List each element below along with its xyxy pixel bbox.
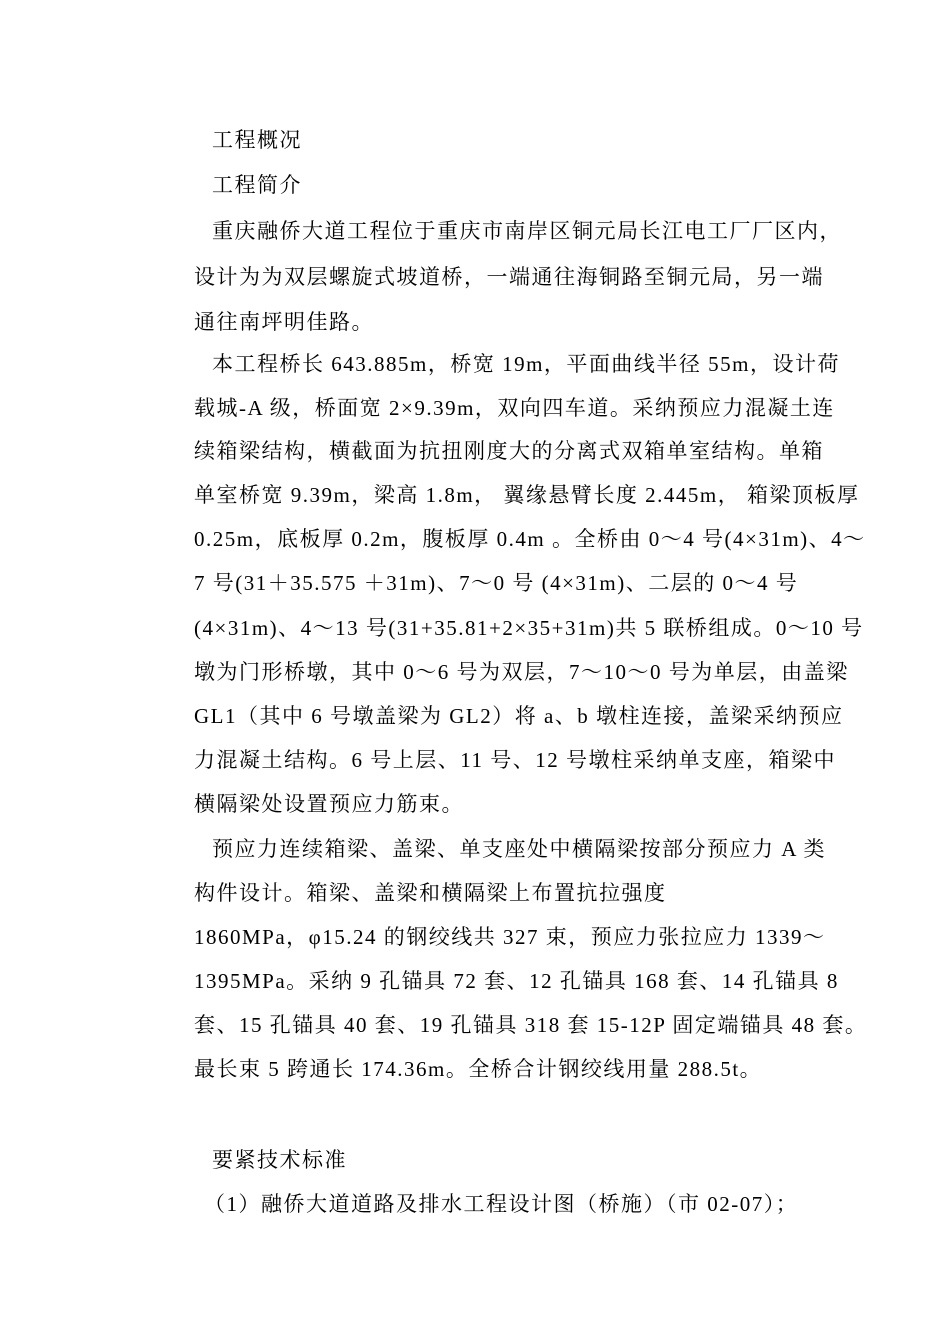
paragraph-line: 续箱梁结构，横截面为抗扭刚度大的分离式双箱单室结构。单箱 [194,439,824,463]
section-heading-standards: 要紧技术标准 [212,1148,347,1172]
paragraph-line: 预应力连续箱梁、盖梁、单支座处中横隔梁按部分预应力 A 类 [212,837,827,861]
paragraph-line: 重庆融侨大道工程位于重庆市南岸区铜元局长江电工厂厂区内， [212,219,842,243]
list-item: （1）融侨大道道路及排水工程设计图（桥施）（市 02-07）； [204,1192,799,1216]
paragraph-line: (4×31m)、4～13 号(31+35.81+2×35+31m)共 5 联桥组成。0～10 号 [194,616,864,640]
section-heading-intro: 工程简介 [212,173,302,197]
paragraph-line: 7 号(31＋35.575 ＋31m)、7～0 号 (4×31m)、二层的 0～4 号 [194,571,799,595]
paragraph-line: 1860MPa，φ15.24 的钢绞线共 327 束，预应力张拉应力 1339～ [194,925,826,949]
paragraph-line: 力混凝土结构。6 号上层、11 号、12 号墩柱采纳单支座，箱梁中 [194,748,836,772]
paragraph-line: 本工程桥长 643.885m，桥宽 19m，平面曲线半径 55m，设计荷 [212,352,841,376]
paragraph-line: 载城-A 级，桥面宽 2×9.39m，双向四车道。采纳预应力混凝土连 [194,396,835,420]
paragraph-line: 1395MPa。采纳 9 孔锚具 72 套、12 孔锚具 168 套、14 孔锚具 8 [194,969,839,993]
paragraph-line: 通往南坪明佳路。 [194,310,374,334]
paragraph-line: 设计为为双层螺旋式坡道桥，一端通往海铜路至铜元局，另一端 [194,265,824,289]
paragraph-line: 墩为门形桥墩，其中 0～6 号为双层，7～10～0 号为单层，由盖梁 [194,660,849,684]
section-heading-overview: 工程概况 [212,128,302,152]
paragraph-line: 0.25m，底板厚 0.2m，腹板厚 0.4m 。全桥由 0～4 号(4×31m)、4～ [194,527,866,551]
paragraph-line: 横隔梁处设置预应力筋束。 [194,792,464,816]
paragraph-line: GL1（其中 6 号墩盖梁为 GL2）将 a、b 墩柱连接，盖梁采纳预应 [194,704,844,728]
paragraph-line: 套、15 孔锚具 40 套、19 孔锚具 318 套 15-12P 固定端锚具 48 套。 [194,1013,868,1037]
paragraph-line: 最长束 5 跨通长 174.36m。全桥合计钢绞线用量 288.5t。 [194,1057,763,1081]
paragraph-line: 单室桥宽 9.39m，梁高 1.8m， 翼缘悬臂长度 2.445m， 箱梁顶板厚 [194,483,860,507]
paragraph-line: 构件设计。箱梁、盖梁和横隔梁上布置抗拉强度 [194,881,667,905]
